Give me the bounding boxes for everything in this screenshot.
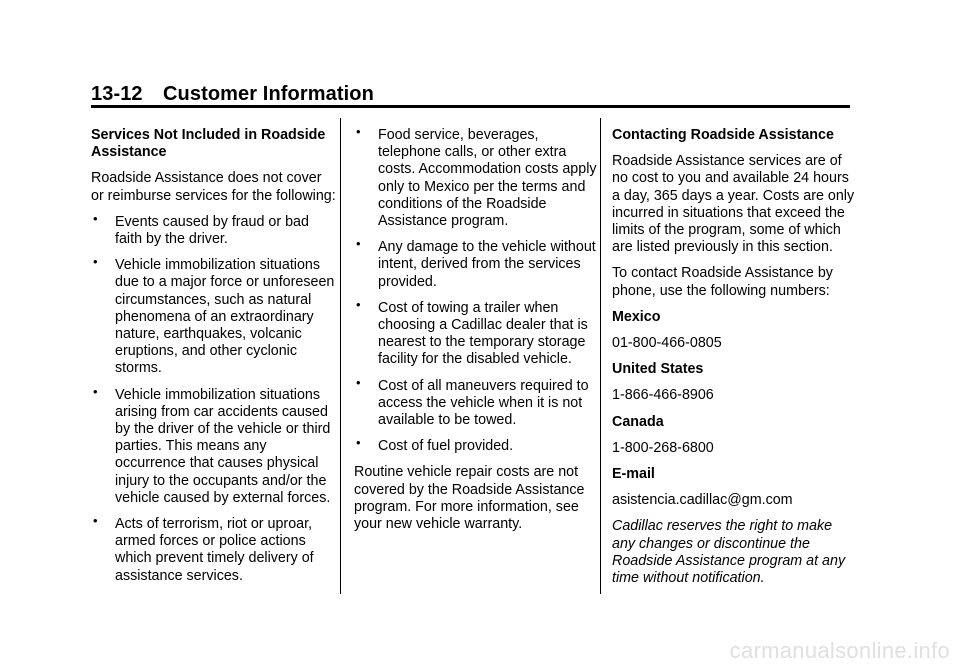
list-item: • Any damage to the vehicle without intent, derived from the services provided. (356, 236, 596, 290)
list-item: • Cost of towing a trailer when choosing a Cadillac dealer that is nearest to the temporary storage facility for the disabled vehicle. (356, 296, 588, 368)
column-1 (91, 127, 336, 594)
header-rule (91, 105, 850, 108)
bullet-icon: • (356, 374, 361, 390)
col1-bullet-list (91, 210, 336, 585)
page-header (91, 83, 374, 106)
contact-value-email: asistencia.cadillac@gm.com (612, 492, 793, 509)
section-title: Customer Information (163, 83, 374, 105)
list-item: • Vehicle immobilization situations arising from car accidents caused by the driver of the vehicle or third parties. This means any occurrence that causes physical injury to the occupants and/or the vehicle caused by external forces. (93, 383, 331, 506)
contact-value-canada: 1-800-268-6800 (612, 439, 714, 456)
cadillac-disclaimer-note: Cadillac reserves the right to make any changes or discontinue the Roadside Assistance program at any time without notification. (612, 518, 846, 587)
contact-label-canada: Canada (612, 413, 664, 430)
contact-label-united-states: United States (612, 361, 704, 378)
list-item: • Cost of all maneuvers required to access the vehicle when it is not available to be towed. (356, 374, 589, 429)
list-item: • Events caused by fraud or bad faith by the driver. (93, 210, 309, 248)
list-item: • Food service, beverages, telephone calls, or other extra costs. Accommodation costs apply only to Mexico per the terms and conditions of the Roadside Assistance program. (356, 124, 597, 230)
column-2 (354, 124, 599, 542)
bullet-icon: • (356, 124, 361, 139)
services-not-included-heading: Services Not Included in Roadside Assistance (91, 127, 326, 161)
column-3 (612, 127, 857, 596)
col2-closing: Routine vehicle repair costs are not covered by the Roadside Assistance program. For more information, see your new vehicle warranty. (354, 464, 585, 533)
bullet-icon: • (356, 296, 361, 312)
col2-bullet-list (354, 124, 599, 455)
column-divider-1 (340, 118, 341, 594)
bullet-icon: • (356, 435, 361, 451)
col1-intro: Roadside Assistance does not cover or reimburse services for the following: (91, 170, 336, 204)
column-divider-2 (600, 118, 601, 594)
watermark: carmanualsonline.info (729, 638, 950, 663)
col3-para1: Roadside Assistance services are of no cost to you and available 24 hours a day, 365 days a year. Costs are only incurred in situations that exceed the limits of the program, some of which are listed previously in this section. (612, 153, 855, 256)
list-item: • Cost of fuel provided. (356, 435, 514, 455)
page-number: 13-12 (91, 83, 143, 105)
list-item: • Acts of terrorism, riot or uproar, armed forces or police actions which prevent timely delivery of assistance services. (93, 513, 314, 584)
list-item: • Vehicle immobilization situations due to a major force or unforeseen circumstances, such as natural phenomena of an extraordinary nature, earthquakes, volcanic eruptions, and other cyclonic storms. (93, 254, 335, 377)
col3-para2: To contact Roadside Assistance by phone, use the following numbers: (612, 265, 833, 299)
bullet-icon: • (93, 210, 98, 226)
contact-label-email: E-mail (612, 466, 655, 483)
bullet-icon: • (93, 383, 98, 399)
contact-value-united-states: 1-866-466-8906 (612, 387, 714, 404)
bullet-icon: • (93, 254, 98, 270)
bullet-icon: • (356, 236, 361, 252)
contact-value-mexico: 01-800-466-0805 (612, 335, 722, 352)
contact-label-mexico: Mexico (612, 308, 661, 325)
bullet-icon: • (93, 513, 98, 529)
contacting-roadside-heading: Contacting Roadside Assistance (612, 127, 834, 143)
